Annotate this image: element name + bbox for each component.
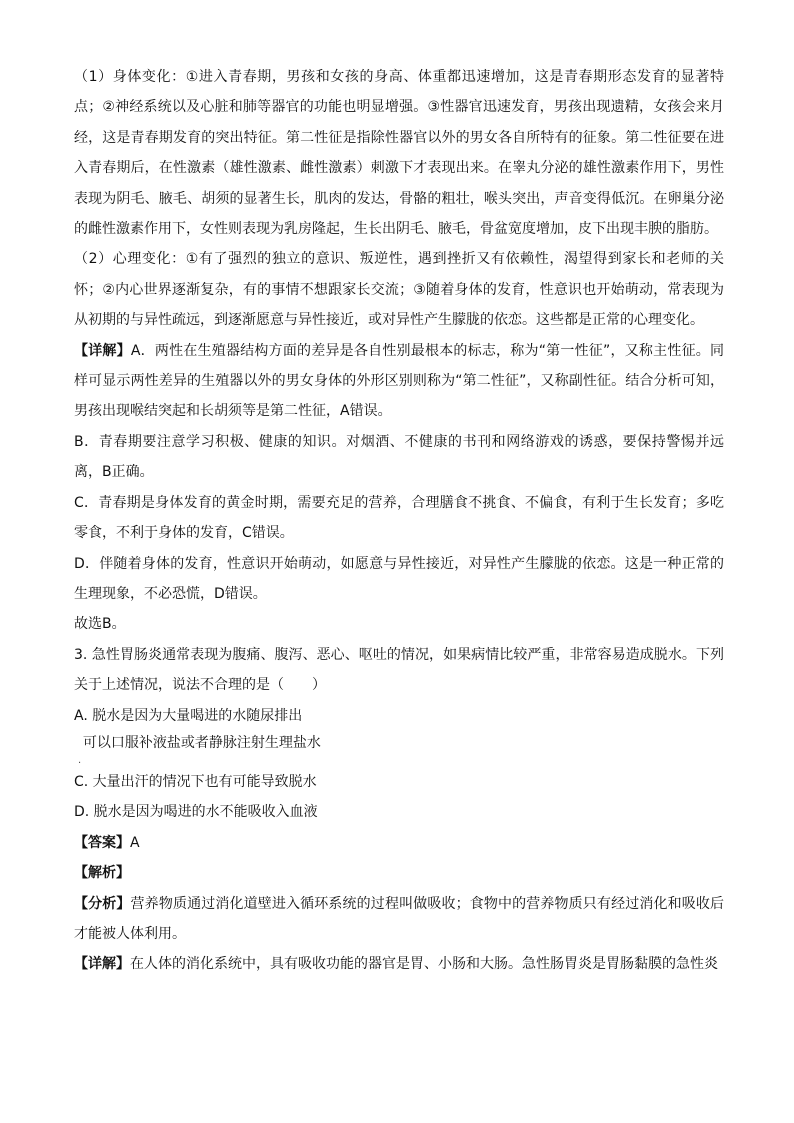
answer-value: A: [130, 834, 140, 851]
q3-stem: 3. 急性胃肠炎通常表现为腹痛、腹泻、恶心、呕吐的情况，如果病情比较严重，非常容易造成脱水。下列关于上述情况，说法不合理的是（ ）: [74, 646, 724, 694]
q2-detail-option-d: D．伴随着身体的发育，性意识开始萌动，如愿意与异性接近，对异性产生朦胧的依恋。这是一种正常的生理现象，不必恐慌，D错误。: [74, 555, 724, 602]
answer-tag: 【答案】: [74, 834, 130, 851]
mental-change-paragraph: （2）心理变化：①有了强烈的独立的意识、叛逆性，遇到挫折又有依赖性，渴望得到家长和老师的关怀；②内心世界逐渐复杂，有的事情不想跟家长交流；③随着身体的发育，性意识也开始萌动，常表现为从初期的与异性疏远，到逐渐愿意与异性接近，或对异性产生朦胧的依恋。这些都是正常的心理变化。: [74, 251, 724, 329]
q3-answer: [74, 828, 724, 858]
document-body: [74, 62, 724, 980]
physical-change-paragraph: （1）身体变化：①进入青春期，男孩和女孩的身高、体重都迅速增加，这是青春期形态发育的显著特点；②神经系统以及心脏和肺等器官的功能也明显增强。③性器官迅速发育，男孩出现遗精，女孩会来月经，这是青春期发育的突出特征。第二性征是指除性器官以外的男女各自所特有的征象。第二性征要在进入青春期后，在性激素（雄性激素、雌性激素）刺激下才表现出来。在睾丸分泌的雄性激素作用下，男性表现为阴毛、腋毛、胡须的显著生长，肌肉的发达，骨骼的粗壮，喉头突出，声音变得低沉。在卵巢分泌的雌性激素作用下，女性则表现为乳房隆起，生长出阴毛、腋毛，骨盆宽度增加，皮下出现丰腴的脂肪。: [74, 69, 724, 238]
detail-tag: 【详解】: [74, 342, 131, 359]
q3-detail: [74, 949, 724, 979]
q3-option-a: A. 脱水是因为大量喝进的水随尿排出: [74, 707, 303, 724]
q2-detail-option-c: C．青春期是身体发育的黄金时期，需要充足的营养，合理膳食不挑食、不偏食，有利于生长发育；多吃零食，不利于身体的发育，C错误。: [74, 494, 724, 542]
q2-detail-option-b: B．青春期要注意学习积极、健康的知识。对烟酒、不健康的书刊和网络游戏的诱惑，要保持警惕并远离，B正确。: [74, 433, 724, 481]
q3-option-b-marker: .: [78, 754, 82, 766]
q2-detail-a-text: A．两性在生殖器结构方面的差异是各自性别最根本的标志，称为“第一性征”，又称主性征。同样可显示两性差异的生殖器以外的男女身体的外形区别则称为“第二性征”，又称副性征。结合分析可知，男孩出现喉结突起和长胡须等是第二性征，A错误。: [74, 342, 725, 420]
analysis-tag: 【解析】: [74, 865, 130, 882]
q3-option-b-text: 可以口服补液盐或者静脉注射生理盐水: [74, 734, 321, 751]
q3-detail-tag: 【详解】: [74, 956, 130, 973]
fenxi-text: 营养物质通过消化道壁进入循环系统的过程叫做吸收；食物中的营养物质只有经过消化和吸收后才能被人体利用。: [74, 895, 725, 942]
q2-conclusion: 故选B。: [74, 616, 126, 633]
q2-detail-option-a: [74, 336, 724, 427]
q3-analysis-heading: [74, 858, 724, 888]
q3-fenxi: [74, 889, 724, 950]
fenxi-tag: 【分析】: [74, 895, 131, 912]
q3-option-b: [74, 731, 724, 767]
q3-option-d: D. 脱水是因为喝进的水不能吸收入血液: [74, 804, 318, 821]
q3-detail-text: 在人体的消化系统中，具有吸收功能的器官是胃、小肠和大肠。急性肠胃炎是胃肠黏膜的急性炎: [130, 956, 718, 973]
q3-option-c: C. 大量出汗的情况下也有可能导致脱水: [74, 773, 317, 790]
